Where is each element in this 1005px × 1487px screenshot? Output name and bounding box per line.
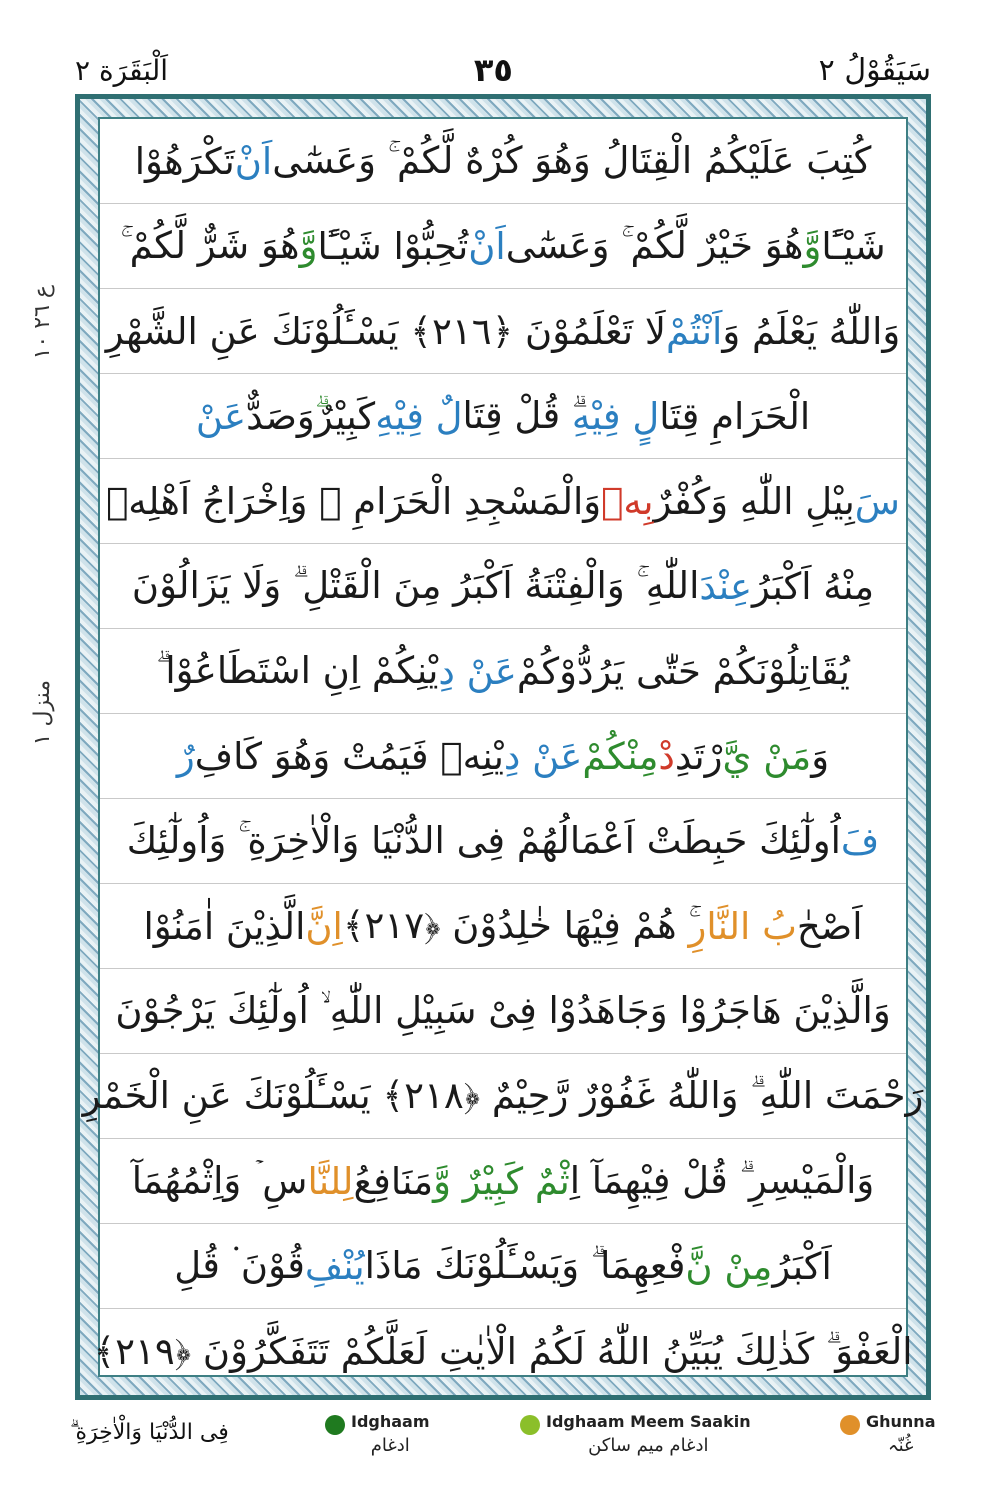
verse-segment: اَنْ	[468, 224, 506, 268]
verse-segment: وَّ	[803, 224, 822, 268]
page-border	[75, 94, 931, 1400]
verse-segment: فْعِهِمَا ۗ وَيَسْـَٔلُوْنَكَ مَاذَا	[364, 1244, 686, 1287]
verse-segment: قُوْنَ ۬ قُلِ	[174, 1244, 305, 1287]
verse-segment: اَنْ	[234, 139, 273, 183]
verse-segment: لَا تَعْلَمُوْنَ ﴿٢١٦﴾ يَسْـَٔلُوْنَكَ عَنِ الشَّهْرِ	[105, 309, 666, 353]
verse-segment: مِنْهُ اَكْبَرُ	[752, 564, 875, 608]
verse-segment: اَصْحٰ	[796, 904, 863, 948]
verse-segment: الْحَرَامِ قِتَا	[659, 394, 811, 438]
verse-line	[100, 374, 906, 459]
verse-segment: مَنْ يَّ	[722, 734, 812, 778]
verse-line	[100, 459, 906, 544]
verse-line	[100, 544, 906, 629]
verse-line	[100, 119, 906, 204]
verse-segment: عَنْ	[195, 394, 247, 438]
juz-name: سَيَقُوْلُ ٢	[818, 52, 931, 88]
verse-line	[100, 1224, 906, 1309]
verse-segment: كَبِيْرٌ	[314, 394, 376, 438]
verse-segment: ۗ قُلْ قِتَا	[462, 394, 572, 437]
verse-line	[100, 289, 906, 374]
footer-phrase: فِى الدُّنْيَا وَالْاٰخِرَةِ ۗ	[70, 1420, 229, 1445]
verse-line	[100, 629, 906, 714]
verse-segment: هُوَ خَيْرٌ لَّكُمْ ۚ وَعَسٰٓى	[505, 224, 804, 267]
surah-name: اَلْبَقَرَة ٢	[75, 53, 169, 87]
verse-line	[100, 884, 906, 969]
verse-segment: اَكْبَرُ	[772, 1244, 832, 1288]
verse-segment: اُولٰٓئِكَ حَبِطَتْ اَعْمَالُهُمْ فِى الدُّنْيَا وَالْاٰخِرَةِ ۚ وَاُولٰٓئِكَ	[126, 819, 841, 862]
verse-segment: لٌ فِيْهِ	[375, 394, 463, 438]
verse-segment: اِنَّ	[305, 904, 343, 948]
verse-segment: رٌ	[176, 734, 195, 778]
verse-line	[100, 1139, 906, 1224]
verse-segment: شَيْـًٔا	[821, 224, 886, 268]
verse-segment: وَصَدٌّ	[246, 394, 315, 438]
verse-segment: بِيْلِ اللّٰهِ وَكُفْرٌ	[653, 479, 855, 523]
verse-segment: هُوَ شَرٌّ لَّكُمْ ۚ	[120, 224, 300, 267]
legend-label: Idghaam	[351, 1412, 430, 1431]
verse-segment: وَالَّذِيْنَ هَاجَرُوْا وَجَاهَدُوْا فِىْ سَبِيْلِ اللّٰهِ ۙ اُولٰٓئِكَ يَرْجُوْنَ	[115, 989, 891, 1032]
verse-segment: مَنَافِعُ	[353, 1159, 434, 1203]
verse-segment: مِنْ نَّ	[685, 1244, 773, 1288]
verse-segment: لٍ فِيْهِ	[571, 394, 660, 438]
ghunna-dot-icon	[840, 1415, 860, 1435]
verse-segment: رَحْمَتَ اللّٰهِ ۗ وَاللّٰهُ غَفُوْرٌ رَّحِيْمٌ ﴿٢١٨﴾ يَسْـَٔلُوْنَكَ عَنِ الْخَمْرِ	[82, 1074, 924, 1117]
verse-segment: كُتِبَ عَلَيْكُمُ الْقِتَالُ وَهُوَ كُرْهٌ لَّكُمْ ۚ وَعَسٰٓى	[272, 139, 872, 182]
legend-label: Ghunna	[866, 1412, 936, 1431]
verse-line	[82, 1054, 924, 1139]
verse-line	[100, 969, 906, 1054]
verse-segment: مِنْكُمْ	[582, 734, 659, 778]
verse-segment: تَكْرَهُوْا	[134, 139, 235, 183]
verse-segment: تُحِبُّوْا شَيْـًٔا	[317, 224, 469, 268]
legend-idghaam-meem-saakin	[520, 1412, 751, 1456]
legend-idghaam	[325, 1412, 430, 1456]
tajweed-legend	[60, 1412, 950, 1472]
verse-segment: اَنْتُمْ	[665, 309, 723, 353]
verse-segment: الْعَفْوَ ۗ كَذٰلِكَ يُبَيِّنُ اللّٰهُ لَكُمُ الْاٰيٰتِ لَعَلَّكُمْ تَتَفَكَّرُوْنَ ﴿٢١٩﴾	[93, 1329, 913, 1373]
verse-segment: وَ	[811, 734, 830, 778]
verse-line	[100, 714, 906, 799]
verse-segment: بِهٖ	[601, 479, 654, 523]
verse-segment: سَ	[854, 479, 900, 523]
verse-segment: عَنْ دِ	[438, 649, 517, 693]
verse-segment: يُقَاتِلُوْنَكُمْ حَتّٰى يَرُدُّوْكُمْ	[516, 649, 850, 693]
legend-arabic: ادغام	[370, 1435, 410, 1456]
manzil-marker: منزل ١	[30, 680, 55, 746]
verse-segment: يْنِكُمْ اِنِ اسْتَطَاعُوْا ۗ	[156, 649, 439, 692]
verse-segment: يُنْفِ	[304, 1244, 365, 1288]
legend-label: Idghaam Meem Saakin	[546, 1412, 751, 1431]
verse-segment: فَ	[840, 819, 880, 863]
verse-segment: سِ ۡ وَاِثْمُهُمَآ	[131, 1159, 308, 1202]
verse-segment: عِنْدَ	[699, 564, 753, 608]
ruku-marker: ع ٢٦ ١٠	[30, 285, 55, 360]
verse-segment: الَّذِيْنَ اٰمَنُوْا	[143, 904, 306, 948]
verse-segment: وَالْمَسْجِدِ الْحَرَامِ ۗ وَاِخْرَاجُ اَهْلِهٖ	[106, 479, 602, 523]
verse-segment: وَاللّٰهُ يَعْلَمُ وَ	[722, 309, 901, 353]
legend-ghunna	[840, 1412, 936, 1456]
verse-segment: لِلنَّا	[307, 1159, 354, 1203]
verse-segment: عَنْ دِ	[503, 734, 583, 778]
page-number: ٣٥	[473, 51, 513, 89]
verse-line	[100, 799, 906, 884]
verse-segment: رْتَدِ	[674, 734, 723, 778]
idghaam-dot-icon	[325, 1415, 345, 1435]
verse-line	[93, 1309, 913, 1394]
page-header	[75, 48, 931, 92]
verse-line	[100, 204, 906, 289]
verse-segment: ۚ هُمْ فِيْهَا خٰلِدُوْنَ ﴿٢١٧﴾	[342, 904, 689, 947]
verse-segment: وَالْمَيْسِرِ ۗ قُلْ فِيْهِمَآ اِ	[569, 1159, 875, 1202]
verse-segment: دْ	[658, 734, 675, 778]
verse-segment: ثْمٌ كَبِيْرٌ وَّ	[433, 1159, 570, 1203]
verse-segment: بُ النَّارِ	[688, 904, 797, 948]
meem-saakin-dot-icon	[520, 1415, 540, 1435]
verse-text-area	[82, 117, 924, 1377]
legend-arabic: ادغام میم ساکن	[588, 1435, 709, 1456]
verse-segment: وَّ	[299, 224, 318, 268]
verse-segment: اللّٰهِ ۚ وَالْفِتْنَةُ اَكْبَرُ مِنَ الْقَتْلِ ۗ وَلَا يَزَالُوْنَ	[131, 564, 700, 607]
verse-segment: يْنِهٖ فَيَمُتْ وَهُوَ كَافِ	[194, 734, 504, 778]
legend-arabic: غُنّہ	[888, 1435, 914, 1456]
